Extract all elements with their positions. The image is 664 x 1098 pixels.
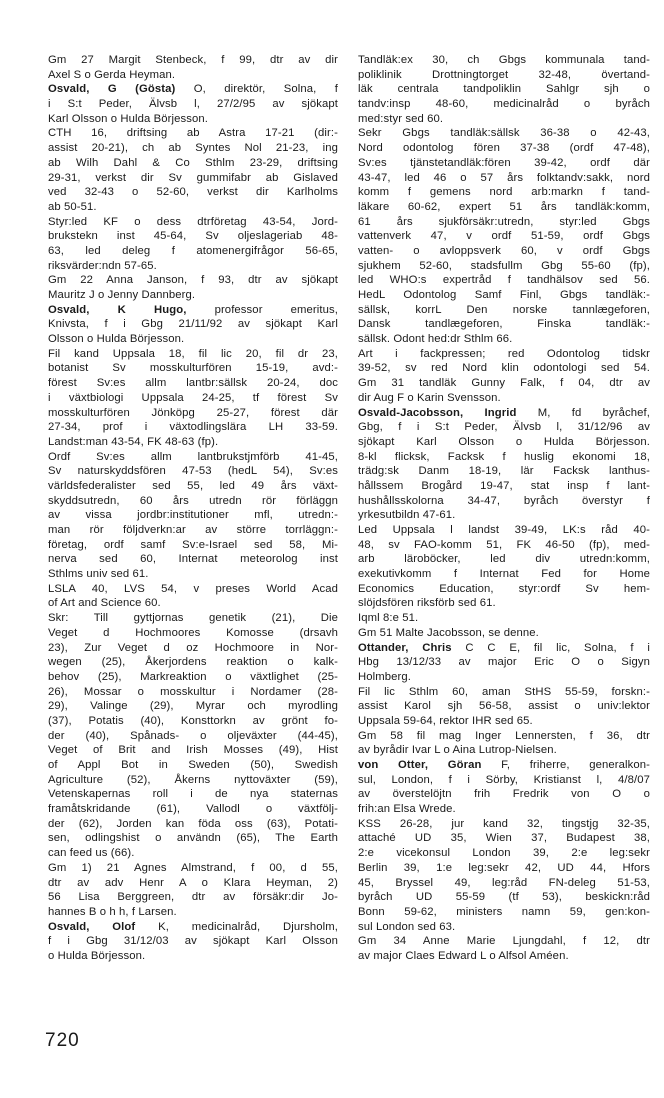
line-text: Gm 31 tandläk Gunny Falk, f 04, dtr av [358,377,650,390]
line-text: Sv:es tjänstetandläk:fören 39-42, ordf där [358,156,650,169]
line-text: attaché UD 35, Wien 37, Budapest 38, [358,832,650,845]
line-text: läk centrala tandpoliklin Sahlgr sjh o [358,83,650,96]
text-line [358,934,650,949]
line-text: 23), Zur Veget d oz Hochmoore in Nor- [48,641,338,654]
line-text: can feed us (66). [48,847,135,860]
text-line [48,200,338,215]
line-text: Ordf Sv:es allm lantbrukstjmförb 41-45, [48,450,338,463]
line-text: F, friherre, generalkon- [481,759,650,771]
line-text: slöjdsfören riksförb sed 61. [358,597,496,610]
line-text: i S:t Peder, Älvsb l, 27/2/95 av sjökapt [48,98,338,111]
entry-name: Osvald, K Hugo, [48,303,187,316]
text-line [48,464,338,479]
line-text: botanist Sv mosskulturfören 15-19, avd:- [48,362,338,375]
line-text: of Art and Science 60. [48,597,161,610]
text-line [358,82,650,97]
line-text: assist Karol sjh 56-58, assist o univ:lektor [358,700,650,713]
text-line [48,303,338,318]
line-text: Gm 51 Malte Jacobsson, se denne. [358,626,539,639]
text-line [358,303,650,318]
text-line [48,406,338,421]
text-line [48,699,338,714]
line-text: Landst:man 43-54, FK 48-63 (fp). [48,435,219,448]
text-line [48,758,338,773]
line-text: man rör följdverkn:ar av större torrläggn:- [48,524,338,536]
line-text: sul, London, f i Sörby, Kristianst l, 4/8/07 [358,773,650,786]
line-text: Knivsta, f i Gbg 21/11/92 av sjökapt Karl [48,318,338,331]
line-text: KSS 26-28, jur kand 32, tingstjg 32-35, [358,817,650,830]
text-line [48,435,338,450]
text-line [358,347,650,362]
line-text: arb läroböcker, led div utredn:komm, [358,553,650,566]
line-text: 45, Bryssel 49, leg:råd FN-deleg 51-53, [358,876,650,889]
line-text: brukstekn inst 45-64, Sv oljeslageriab 48- [48,230,338,243]
line-text: Bonn 59-62, ministers namn 59, gen:kon- [358,905,650,918]
text-line [358,288,650,303]
text-line [48,361,338,376]
text-line [48,596,338,611]
line-text: Skr: Till gyttjornas genetik (21), Die [48,612,338,625]
entry-name: Osvald, Olof [48,920,136,933]
line-text: 48, sv FAO-komm 51, FK 46-50 (fp), med- [358,538,650,551]
line-text: dir Aug F o Karin Svensson. [358,391,501,404]
line-text: 29-31, verkst dir Sv gummifabr ab Gislaved [48,171,338,184]
text-line [358,655,650,670]
text-line [48,376,338,391]
text-line [48,685,338,700]
text-line [48,773,338,788]
line-text: Art i fackpressen; red Odontolog tidskr [358,347,650,360]
line-text: Hbg 13/12/33 av major Eric O o Sigyn [358,656,650,669]
text-line [358,538,650,553]
line-text: sjökapt Karl Olsson o Hulda Börjesson. [358,435,650,448]
text-line [358,244,650,259]
text-line [358,332,650,347]
line-text: dtr av adv Henr A o Klara Heyman, 2) [48,876,338,889]
line-text: av byrådir Ivar L o Aina Lutrop-Nielsen. [358,744,557,757]
text-line [358,876,650,891]
text-line [358,552,650,567]
line-text: Holmberg. [358,670,412,683]
line-text: tandv:insp 48-60, medicinalråd o byråch [358,98,650,111]
text-line [48,523,338,538]
line-text: der (62), Jorden kan föda oss (63), Potati- [48,817,338,830]
text-line [358,861,650,876]
line-text: professor emeritus, [186,303,338,316]
line-text: Styr:led KF o dess dtrföretag 43-54, Jord- [48,215,338,228]
line-text: K, medicinalråd, Djursholm, [135,920,338,933]
line-text: med:styr sed 60. [358,112,444,125]
line-text: ab Wilh Dahl & Co Sthlm 23-29, driftsing [48,156,338,169]
text-line [358,200,650,215]
text-line [48,861,338,876]
line-text: Axel S o Gerda Heyman. [48,68,176,81]
text-line [358,846,650,861]
text-line [358,641,650,656]
text-line [358,361,650,376]
text-line [48,126,338,141]
line-text: wegen (25), Åkerjordens reaktion o kalk- [48,656,338,669]
text-line [358,787,650,802]
text-line [48,729,338,744]
text-line [48,450,338,465]
text-line [48,508,338,523]
line-text: vattenverk 47, v ordf 51-59, ordf Gbgs [358,230,650,243]
text-line [358,523,650,538]
text-line [48,420,338,435]
text-line [358,376,650,391]
line-text: sjukhem 52-60, stadsfullm Gbg 55-60 (fp), [358,259,650,272]
text-line [48,273,338,288]
text-line [358,156,650,171]
text-line [358,435,650,450]
text-line [358,729,650,744]
line-text: sen, odlingshist o användn (65), The Earth [48,832,338,845]
line-text: 8-kl flicksk, Facksk f huslig ekonomi 18, [358,450,650,463]
text-line [48,787,338,802]
text-line [48,743,338,758]
entry-name: von Otter, Göran [358,759,482,771]
line-text: 61 års sjukförsäkr:utredn, styr:led Gbgs [358,215,650,228]
text-line [358,567,650,582]
text-line [48,141,338,156]
line-text: sul London sed 63. [358,920,456,933]
line-text: Dansk tandlægeforen, Finska tandläk:- [358,318,650,331]
text-line [358,112,650,127]
line-text: Veget of Brit and Irish Mosses (49), Hist [48,744,338,757]
text-line [358,97,650,112]
line-text: Gm 58 fil mag Inger Lennersten, f 36, dtr [358,729,650,742]
line-text: hannes B o h h, f Larsen. [48,905,177,918]
text-line [358,802,650,817]
text-line [48,244,338,259]
line-text: Sekr Gbgs tandläk:sällsk 36-38 o 42-43, [358,127,650,140]
line-text: hushållsskolorna 34-47, byråch överstyr f [358,494,650,507]
text-line [358,699,650,714]
line-text: vatten- o avloppsverk 60, v ordf Gbgs [358,244,650,257]
text-line [358,773,650,788]
line-text: Karl Olsson o Hulda Börjesson. [48,112,208,125]
text-line [358,831,650,846]
text-line [48,714,338,729]
line-text: HedL Odontolog Samf Finl, Gbgs tandläk:- [358,289,650,301]
line-text: exekutivkomm f Internat Fed for Home [358,568,650,581]
text-line [48,582,338,597]
line-text: 26), Mossar o mosskultur i Nordamer (28- [48,685,338,698]
line-text: förest Sv:es allm lantbr:sällsk 20-24, doc [48,377,338,390]
line-text: poliklinik Drottningtorget 32-48, övertand- [358,68,650,81]
text-line [358,464,650,479]
text-line [358,479,650,494]
text-line [48,97,338,112]
text-line [358,450,650,465]
text-line [358,141,650,156]
text-line [48,317,338,332]
line-text: Tandläk:ex 30, ch Gbgs kommunala tand- [358,54,650,66]
text-line [48,112,338,127]
text-line [358,743,650,758]
text-line [358,596,650,611]
text-line [48,934,338,949]
text-line [358,126,650,141]
text-line [358,391,650,406]
text-line [48,626,338,641]
line-text: Agriculture (52), Åkerns nyttoväxter (59), [48,773,338,786]
text-line [48,567,338,582]
line-text: der (40), Spånads- o oljeväxter (44-45), [48,729,338,742]
line-text: M, fd byråchef, [516,406,650,419]
line-text: Gm 1) 21 Agnes Almstrand, f 00, d 55, [48,861,338,874]
text-line [358,420,650,435]
text-line [48,655,338,670]
line-text: i växtbiologi Uppsala 24-25, tf förest Sv [48,391,338,404]
line-text: 43-47, led 46 o 57 års folktandv:sakk, nord [358,171,650,184]
text-line [48,82,338,97]
text-line [48,53,338,68]
text-line [358,273,650,288]
line-text: hållssem Brogård 19-47, stat insp f lant- [358,479,650,492]
text-line [358,758,650,773]
entry-name: Osvald-Jacobsson, Ingrid [358,406,517,419]
line-text: av vissa jordbr:institutioner mfl, utredn:- [48,509,338,522]
line-text: 56 Lisa Berggreen, dtr av försäkr:dir Jo- [48,891,338,904]
text-line [48,920,338,935]
text-line [358,68,650,83]
line-text: Vetenskapernas roll i de nya staternas [48,788,338,801]
page-number: 720 [45,1030,80,1051]
line-text: f i Gbg 31/12/03 av sjökapt Karl Olsson [48,935,338,948]
text-line [48,185,338,200]
line-text: of Appl Bot in Sweden (50), Swedish [48,759,338,771]
line-text: Led Uppsala l landst 39-49, LK:s råd 40- [358,524,650,536]
text-line [48,538,338,553]
text-line [48,259,338,274]
text-line [48,611,338,626]
text-line [358,817,650,832]
text-line [358,53,650,68]
line-text: ab 50-51. [48,200,97,213]
line-text: Veget d Hochmoores Komosse (drsavh [48,626,338,639]
text-line [48,288,338,303]
line-text: yrkesutbildn 47-61. [358,509,456,522]
text-line [358,905,650,920]
line-text: o Hulda Börjesson. [48,949,146,962]
line-text: trädg:sk Danm 18-19, lär Facksk lanthus- [358,465,650,478]
line-text: Gm 22 Anna Janson, f 93, dtr av sjökapt [48,274,338,287]
text-line [48,68,338,83]
text-line [48,890,338,905]
left-text-column [48,53,338,964]
line-text: Economics Education, styr:ordf Sv hem- [358,582,650,595]
line-text: frih:an Elsa Wrede. [358,803,456,816]
text-line [48,494,338,509]
text-line [358,494,650,509]
text-line [48,670,338,685]
entry-name: Ottander, Chris [358,641,452,654]
text-line [48,846,338,861]
line-text: Gbg, f i S:t Peder, Älvsb l, 31/12/96 av [358,421,650,434]
text-line [48,817,338,832]
text-line [358,714,650,729]
line-text: Sv naturskyddsfören 47-53 (hedL 54), Sv:es [48,465,338,478]
line-text: 27-34, prof i växtodlingslära LH 33-59. [48,421,338,434]
line-text: ved 32-43 o 52-60, verkst dir Karlholms [48,186,338,199]
line-text: Iqml 8:e 51. [358,612,419,625]
text-line [358,508,650,523]
line-text: sällsk. Odont hed:dr Sthlm 66. [358,333,513,346]
line-text: Mauritz J o Jenny Dannberg. [48,289,196,301]
text-line [48,215,338,230]
text-line [48,552,338,567]
line-text: Olsson o Hulda Börjesson. [48,333,185,346]
line-text: riksvärder:ndn 57-65. [48,259,157,272]
right-text-column [358,53,650,964]
text-line [358,949,650,964]
line-text: CTH 16, driftsing ab Astra 17-21 (dir:- [48,127,338,140]
line-text: läkare 60-62, expert 51 års tandläk:komm, [358,200,650,213]
text-line [48,229,338,244]
text-line [48,876,338,891]
line-text: Sthlms univ sed 61. [48,568,149,581]
text-line [358,685,650,700]
line-text: LSLA 40, LVS 54, v preses World Acad [48,582,338,595]
line-text: (37), Potatis (40), Konsttorkn av grönt fo- [48,714,338,727]
line-text: av major Claes Edward L o Alfsol Améen. [358,949,569,962]
text-line [48,831,338,846]
text-line [358,406,650,421]
line-text: Berlin 39, 1:e leg:sekr 42, UD 44, Hfors [358,861,650,874]
line-text: världsfederalister sed 55, led 49 års växt- [48,479,338,492]
line-text: 39-52, sv red Nord klin odontologi sed 54. [358,362,650,375]
line-text: assist 20-21), ch ab Syntes Nol 21-23, ing [48,142,338,155]
entry-name: Osvald, G (Gösta) [48,83,176,96]
text-line [358,582,650,597]
text-line [48,949,338,964]
line-text: skyddsutredn, 60 års utredn rör förläggn [48,494,338,507]
text-line [358,171,650,186]
text-line [358,611,650,626]
text-line [48,905,338,920]
text-line [358,229,650,244]
text-line [48,391,338,406]
line-text: Fil kand Uppsala 18, fil lic 20, fil dr 23, [48,347,338,360]
text-line [358,890,650,905]
line-text: 29), Valinge (29), Myrar och myrodling [48,700,338,713]
line-text: Gm 27 Margit Stenbeck, f 99, dtr av dir [48,54,338,66]
line-text: 63, led deleg f atomenergifrågor 56-65, [48,244,338,257]
line-text: mosskulturfören Jönköpg 25-27, förest där [48,406,338,419]
line-text: C C E, fil lic, Solna, f i [451,641,650,654]
line-text: byråch UD 55-59 (tf 53), beskickn:råd [358,891,650,904]
line-text: komm f gemens nord arb:markn f tand- [358,186,650,199]
line-text: företag, ordf samf Sv:e-Israel sed 58, Mi- [48,538,338,551]
text-line [48,156,338,171]
text-line [48,347,338,362]
line-text: Uppsala 59-64, rektor IHR sed 65. [358,714,533,727]
text-line [48,171,338,186]
text-line [358,259,650,274]
text-line [358,626,650,641]
line-text: O, direktör, Solna, f [175,83,338,96]
text-line [48,641,338,656]
line-text: Nord odontolog fören 37-38 (ordf 47-48), [358,142,650,155]
text-line [358,215,650,230]
line-text: nerva sed 60, Internat meteorolog inst [48,553,338,566]
text-line [358,920,650,935]
line-text: Fil lic Sthlm 60, aman StHS 55-59, forskn:- [358,685,650,698]
line-text: framåtskridande (61), Vallodl o växtfölj- [48,803,338,816]
line-text: behov (25), Markreaktion o växtlighet (25- [48,670,338,683]
text-line [48,332,338,347]
line-text: sällsk, korrL Den norske tannlægeforen, [358,303,650,316]
line-text: Gm 34 Anne Marie Ljungdahl, f 12, dtr [358,935,650,948]
text-line [358,670,650,685]
text-line [358,185,650,200]
text-line [48,479,338,494]
line-text: 2:e vicekonsul London 39, 2:e leg:sekr [358,847,650,860]
line-text: led WHO:s expertråd f tandhälsov sed 56. [358,274,650,287]
line-text: av överstelöjtn frih Fredrik von O o [358,788,650,801]
text-line [48,802,338,817]
text-line [358,317,650,332]
